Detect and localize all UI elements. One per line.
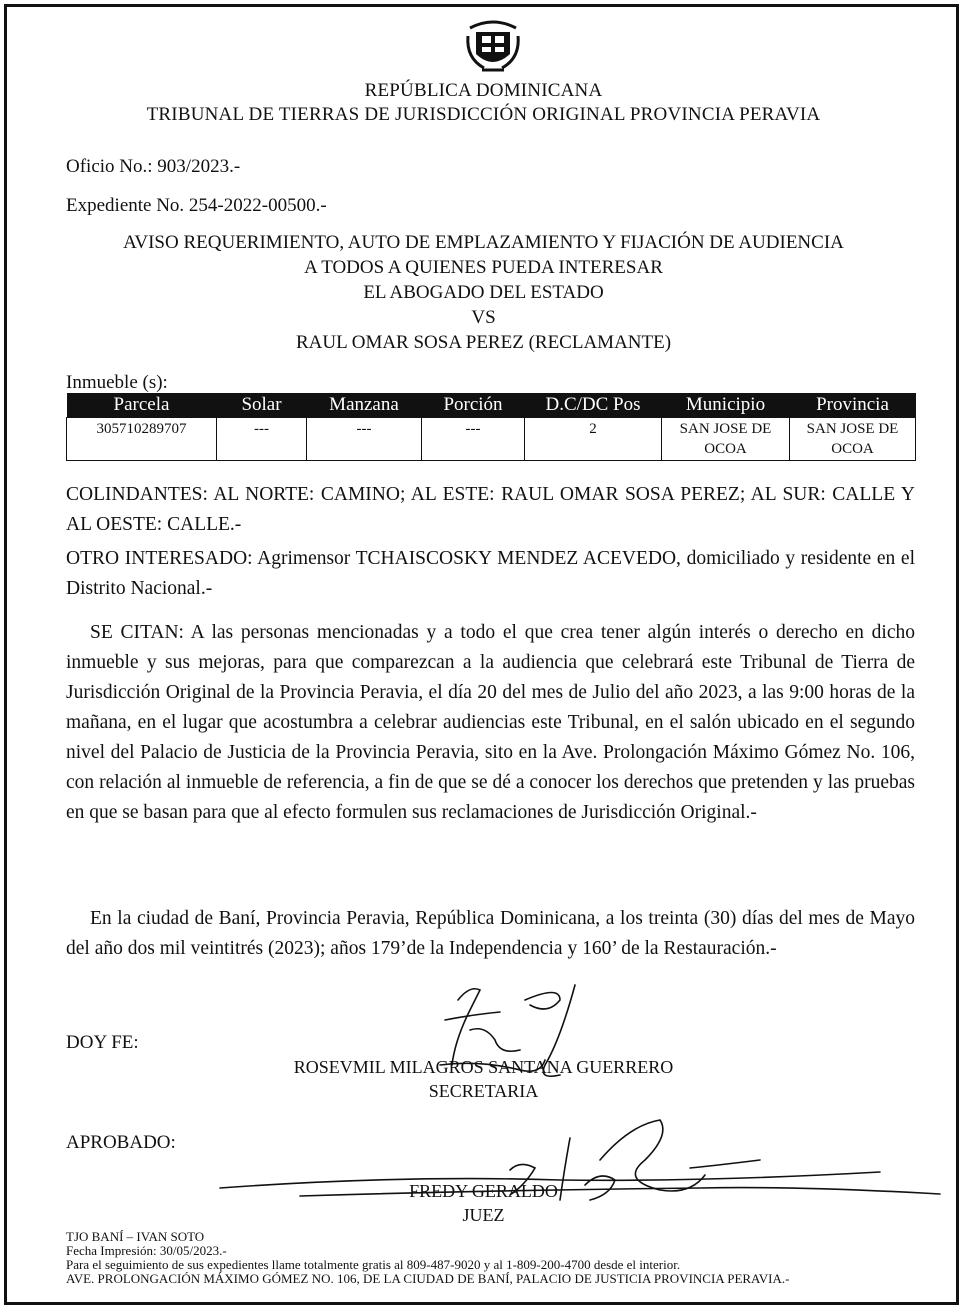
property-table bbox=[66, 393, 916, 461]
expediente-number: Expediente No. 254-2022-00500.- bbox=[66, 195, 327, 216]
judge-title: JUEZ bbox=[462, 1205, 505, 1225]
column-header: Parcela bbox=[67, 393, 217, 418]
aprobado-label: APROBADO: bbox=[66, 1132, 176, 1153]
dc-cell: 2 bbox=[525, 418, 662, 461]
secretary-title: SECRETARIA bbox=[428, 1081, 539, 1101]
solar-cell: --- bbox=[217, 418, 307, 461]
column-header: Porción bbox=[422, 393, 525, 418]
table-header-row bbox=[67, 393, 916, 418]
notice-versus: VS bbox=[471, 307, 496, 328]
judge-name: FREDY GERALDO bbox=[409, 1181, 558, 1201]
inmueble-label: Inmueble (s): bbox=[66, 372, 168, 393]
column-header: Municipio bbox=[662, 393, 790, 418]
oficio-number: Oficio No.: 903/2023.- bbox=[66, 156, 241, 177]
column-header: Provincia bbox=[790, 393, 916, 418]
notice-addressee: A TODOS A QUIENES PUEDA INTERESAR bbox=[304, 257, 663, 278]
notice-party-one: EL ABOGADO DEL ESTADO bbox=[363, 282, 604, 303]
column-header: Manzana bbox=[307, 393, 422, 418]
otro-interesado-paragraph: OTRO INTERESADO: Agrimensor TCHAISCOSKY MENDEZ ACEVEDO, domiciliado y residente en el Distrito Nacional.- bbox=[66, 548, 915, 599]
secretary-name: ROSEVMIL MILAGROS SANTANA GUERRERO bbox=[293, 1057, 674, 1077]
notice-title: AVISO REQUERIMIENTO, AUTO DE EMPLAZAMIENTO Y FIJACIÓN DE AUDIENCIA bbox=[123, 232, 844, 253]
footer-author: TJO BANÍ – IVAN SOTO bbox=[66, 1229, 205, 1244]
parcela-cell: 305710289707 bbox=[67, 418, 217, 461]
table-row bbox=[67, 418, 916, 461]
manzana-cell: --- bbox=[307, 418, 422, 461]
court-heading: TRIBUNAL DE TIERRAS DE JURISDICCIÓN ORIGINAL PROVINCIA PERAVIA bbox=[146, 104, 821, 125]
closing-paragraph: En la ciudad de Baní, Provincia Peravia, República Dominicana, a los treinta (30) días del mes de Mayo del año dos mil veintitrés (2023); años 179’de la Independencia y 160’ de la Restauración.- bbox=[66, 908, 915, 959]
porcion-cell: --- bbox=[422, 418, 525, 461]
footer-address: AVE. PROLONGACIÓN MÁXIMO GÓMEZ NO. 106, DE LA CIUDAD DE BANÍ, PALACIO DE JUSTICIA PROVINCIA PERAVIA.- bbox=[66, 1271, 790, 1286]
country-heading: REPÚBLICA DOMINICANA bbox=[364, 80, 603, 101]
column-header: D.C/DC Pos bbox=[525, 393, 662, 418]
notice-party-two: RAUL OMAR SOSA PEREZ (RECLAMANTE) bbox=[295, 332, 672, 353]
provincia-cell: SAN JOSE DE OCOA bbox=[790, 418, 916, 461]
se-citan-paragraph: SE CITAN: A las personas mencionadas y a todo el que crea tener algún interés o derecho en dicho inmueble y sus mejoras, para que comparezcan a la audiencia que celebrará este Tribunal de Tierra de Jurisdicción Original de la Provincia Peravia, el día 20 del mes de Julio del año 2023, a las 9:00 horas de la mañana, en el lugar que acostumbra a celebrar audiencias este Tribunal, en el salón ubicado en el segundo nivel del Palacio de Justicia de la Provincia Peravia, sito en la Ave. Prolongación Máximo Gómez No. 106, con relación al inmueble de referencia, a fin de que se dé a conocer los derechos que pretenden y las pruebas en que se basan para que al efecto formulen sus reclamaciones de Jurisdicción Original.- bbox=[66, 622, 915, 823]
municipio-cell: SAN JOSE DE OCOA bbox=[662, 418, 790, 461]
colindantes-paragraph: COLINDANTES: AL NORTE: CAMINO; AL ESTE: RAUL OMAR SOSA PEREZ; AL SUR: CALLE Y AL OESTE: CALLE.- bbox=[66, 484, 915, 535]
column-header: Solar bbox=[217, 393, 307, 418]
footer-phone-info: Para el seguimiento de sus expedientes llame totalmente gratis al 809-487-9020 y al 1-809-200-4700 desde el interior. bbox=[66, 1257, 681, 1272]
footer-print-date: Fecha Impresión: 30/05/2023.- bbox=[66, 1243, 227, 1258]
doy-fe-label: DOY FE: bbox=[66, 1032, 139, 1053]
coat-of-arms-icon bbox=[462, 14, 524, 76]
